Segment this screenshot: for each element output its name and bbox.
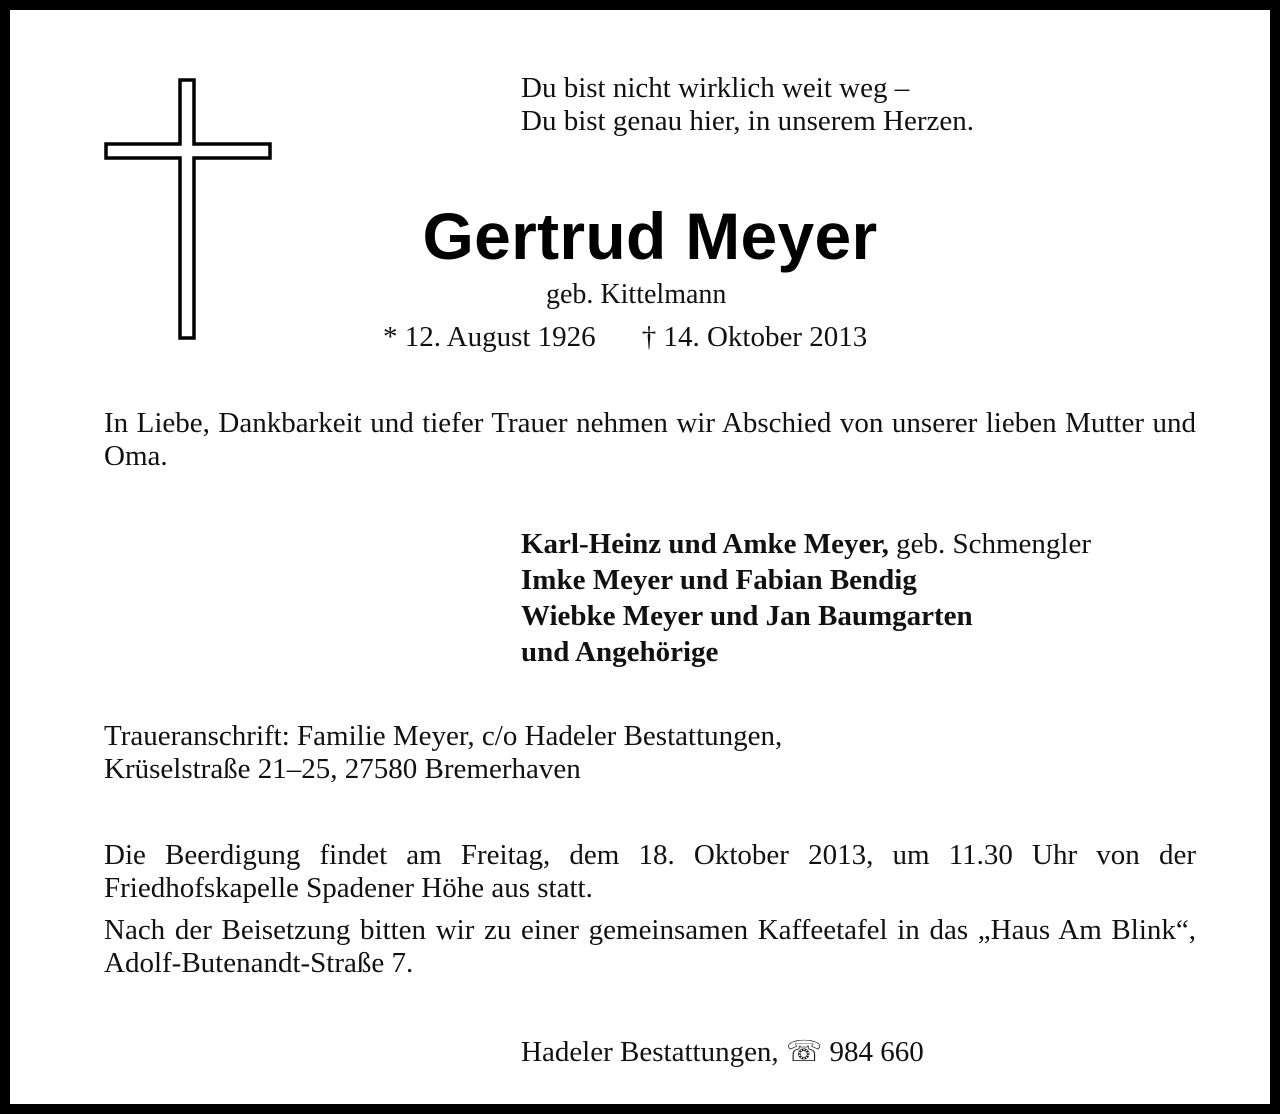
mourner-line: Imke Meyer und Fabian Bendig [521, 564, 917, 596]
quote-line-2: Du bist genau hier, in unserem Herzen. [521, 105, 975, 137]
reception-info: Nach der Beisetzung bitten wir zu einer gemeinsamen Kaffeetafel in das „Haus Am Blink“, Adolf-Butenandt-Straße 7. [104, 914, 1196, 979]
life-dates [383, 320, 867, 354]
farewell-text: In Liebe, Dankbarkeit und tiefer Trauer nehmen wir Abschied von unserer lieben Mutter und Oma. [104, 407, 1196, 472]
deceased-name: Gertrud Meyer [422, 199, 878, 273]
mourner-name: Karl-Heinz und Amke Meyer, [521, 528, 889, 560]
mourners-list [521, 526, 1091, 670]
mourner-maiden-name: geb. Schmengler [888, 528, 1091, 560]
memorial-quote [521, 72, 974, 138]
undertaker-phone: 984 660 [829, 1036, 924, 1068]
death-date: † 14. Oktober 2013 [641, 321, 868, 353]
address-line-1: Traueranschrift: Familie Meyer, c/o Hadeler Bestattungen, [104, 720, 783, 752]
maiden-name: geb. Kittelmann [546, 279, 727, 310]
address-line-2: Krüselstraße 21–25, 27580 Bremerhaven [104, 753, 581, 785]
mourner-line: und Angehörige [521, 636, 719, 668]
mourner-line: Wiebke Meyer und Jan Baumgarten [521, 600, 973, 632]
mourner-line [521, 526, 1091, 562]
undertaker-contact [521, 1035, 924, 1069]
condolence-address [104, 720, 782, 786]
funeral-info: Die Beerdigung findet am Freitag, dem 18. Oktober 2013, um 11.30 Uhr von der Friedhofskapelle Spadener Höhe aus statt. [104, 839, 1196, 904]
undertaker-name: Hadeler Bestattungen, [521, 1036, 779, 1068]
quote-line-1: Du bist nicht wirklich weit weg – [521, 72, 910, 104]
telephone-icon: ☏ [785, 1036, 823, 1068]
birth-date: * 12. August 1926 [383, 321, 596, 353]
